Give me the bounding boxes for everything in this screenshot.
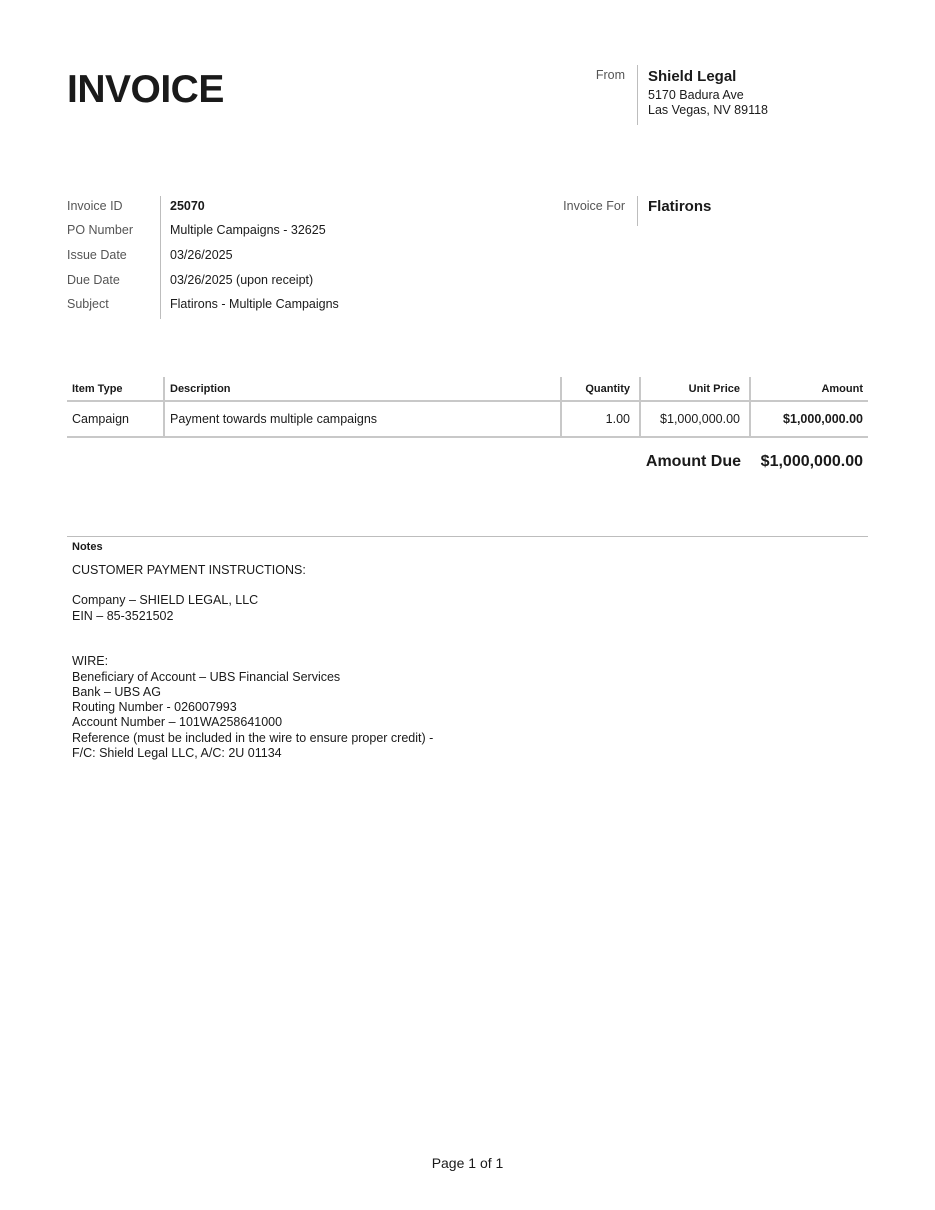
- subject-label: Subject: [67, 297, 109, 311]
- note-line: Routing Number - 026007993: [72, 700, 237, 714]
- cell-unit-price: $1,000,000.00: [641, 402, 751, 436]
- subject-value: Flatirons - Multiple Campaigns: [170, 297, 339, 311]
- table-row: [67, 402, 868, 438]
- po-number-value: Multiple Campaigns - 32625: [170, 223, 326, 237]
- cell-quantity: 1.00: [562, 402, 641, 436]
- cell-amount: $1,000,000.00: [783, 412, 863, 426]
- cell-item-type: Campaign: [67, 402, 165, 436]
- from-label: From: [595, 68, 625, 82]
- line-items-table: [67, 377, 868, 438]
- invoice-title: INVOICE: [67, 68, 224, 111]
- header-quantity: Quantity: [562, 377, 641, 400]
- amount-due-value: $1,000,000.00: [760, 453, 863, 470]
- header-item-type: Item Type: [67, 377, 165, 400]
- invoice-id-value: 25070: [170, 199, 205, 213]
- note-line: EIN – 85-3521502: [72, 609, 174, 623]
- amount-due-label: Amount Due: [645, 453, 741, 470]
- from-divider: [637, 65, 638, 125]
- table-header-row: [67, 377, 868, 402]
- invoice-for-divider: [637, 196, 638, 226]
- from-address-line1: 5170 Badura Ave: [648, 88, 744, 102]
- notes-label: Notes: [72, 541, 103, 553]
- note-line: Beneficiary of Account – UBS Financial Services: [72, 670, 341, 684]
- note-line: CUSTOMER PAYMENT INSTRUCTIONS:: [72, 563, 306, 577]
- issue-date-value: 03/26/2025: [170, 248, 233, 262]
- meta-divider: [160, 196, 161, 319]
- header-amount: Amount: [821, 382, 863, 395]
- cell-description: Payment towards multiple campaigns: [165, 402, 562, 436]
- note-line: Bank – UBS AG: [72, 685, 161, 699]
- invoice-for-label: Invoice For: [563, 199, 625, 213]
- from-address-line2: Las Vegas, NV 89118: [648, 103, 768, 117]
- note-line: Company – SHIELD LEGAL, LLC: [72, 593, 259, 607]
- invoice-for-value: Flatirons: [648, 198, 712, 215]
- note-line: F/C: Shield Legal LLC, A/C: 2U 01134: [72, 746, 282, 760]
- due-date-value: 03/26/2025 (upon receipt): [170, 273, 314, 287]
- due-date-label: Due Date: [67, 273, 120, 287]
- issue-date-label: Issue Date: [67, 248, 127, 262]
- notes-divider: [67, 536, 868, 537]
- invoice-id-label: Invoice ID: [67, 199, 123, 213]
- po-number-label: PO Number: [67, 223, 133, 237]
- page-number: Page 1 of 1: [431, 1155, 504, 1171]
- from-name: Shield Legal: [648, 68, 737, 85]
- note-line: Account Number – 101WA258641000: [72, 715, 283, 729]
- header-unit-price: Unit Price: [641, 377, 751, 400]
- note-line: Reference (must be included in the wire to ensure proper credit) -: [72, 731, 434, 745]
- header-description: Description: [165, 377, 562, 400]
- note-line: WIRE:: [72, 654, 109, 668]
